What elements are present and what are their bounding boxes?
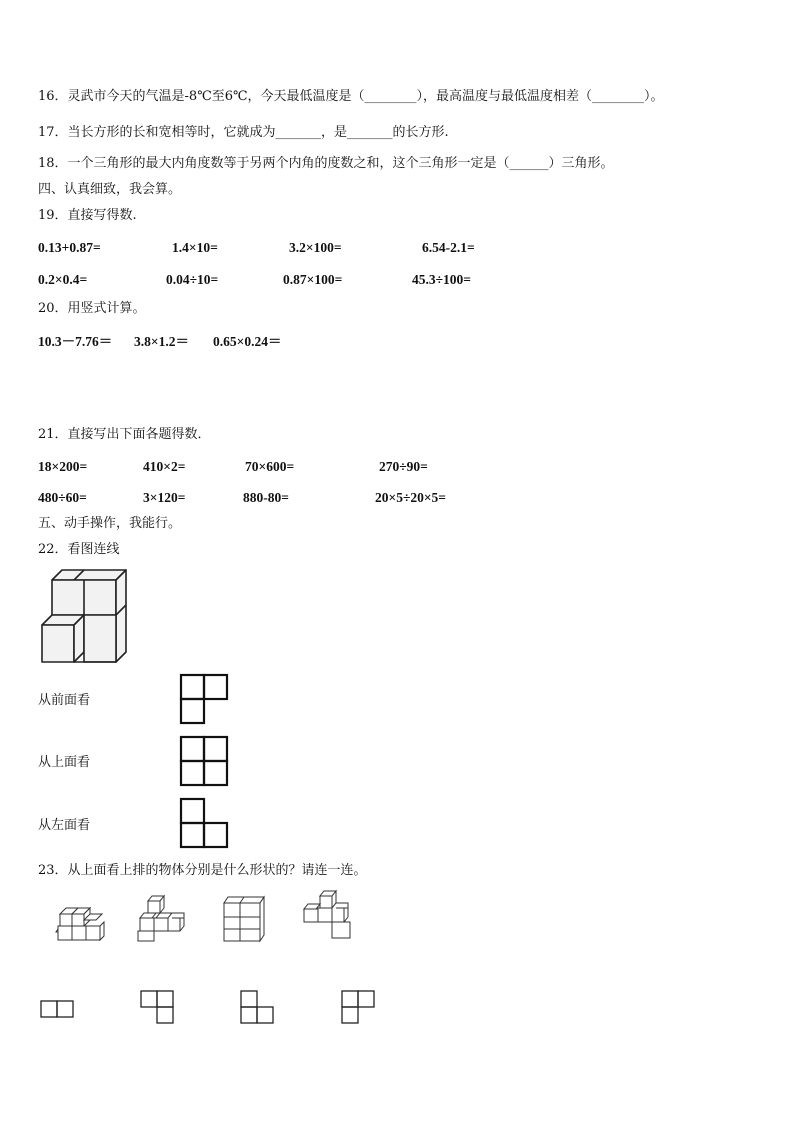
q23-object-3[interactable] — [220, 895, 270, 943]
q19-expr: 45.3÷100= — [412, 272, 471, 287]
q19-expr: 0.13+0.87= — [38, 240, 101, 255]
q20-expr: 3.8×1.2＝ — [134, 334, 189, 349]
q23-object-1[interactable] — [56, 904, 106, 944]
q21-expr: 18×200= — [38, 459, 88, 474]
q19-expr: 3.2×100= — [289, 240, 342, 255]
cube-stack-figure — [36, 566, 136, 666]
view-shape-2[interactable] — [180, 736, 230, 788]
q23-topview-3[interactable] — [240, 990, 276, 1026]
q21-expr: 880-80= — [243, 490, 289, 505]
question-20-title: 20．用竖式计算。 — [38, 301, 146, 316]
question-21-title: 21．直接写出下面各题得数． — [38, 427, 211, 442]
question-16: 16．灵武市今天的气温是-8℃至6℃，今天最低温度是（________），最高温度与最低温度相差（________）。 — [38, 89, 664, 104]
q21-expr: 480÷60= — [38, 490, 87, 505]
view-label-front: 从前面看 — [38, 693, 91, 708]
question-23-title: 23．从上面看上排的物体分别是什么形状的？请连一连。 — [38, 863, 367, 878]
q20-expr: 10.3－7.76＝ — [38, 334, 113, 349]
q21-expr: 270÷90= — [379, 459, 428, 474]
view-label-left: 从左面看 — [38, 818, 91, 833]
view-shape-3[interactable] — [180, 798, 230, 850]
question-18: 18．一个三角形的最大内角度数等于另两个内角的度数之和，这个三角形一定是（______）三角形。 — [38, 156, 614, 171]
q19-expr: 6.54-2.1= — [422, 240, 475, 255]
section-4-heading: 四、认真细致，我会算。 — [38, 182, 182, 197]
question-19-title: 19．直接写得数. — [38, 208, 137, 223]
q21-expr: 3×120= — [143, 490, 186, 505]
q20-expr: 0.65×0.24＝ — [213, 334, 282, 349]
q19-expr: 0.2×0.4= — [38, 272, 88, 287]
q23-object-4[interactable] — [300, 889, 356, 943]
question-17: 17．当长方形的长和宽相等时，它就成为_______，是_______的长方形. — [38, 125, 449, 140]
q21-expr: 20×5÷20×5= — [375, 490, 446, 505]
view-label-top: 从上面看 — [38, 755, 91, 770]
q19-expr: 1.4×10= — [172, 240, 218, 255]
q23-topview-2[interactable] — [140, 990, 176, 1026]
q19-expr: 0.04÷10= — [166, 272, 219, 287]
q23-topview-1[interactable] — [40, 1000, 76, 1020]
q23-object-2[interactable] — [136, 894, 186, 944]
question-22-title: 22．看图连线 — [38, 542, 120, 557]
section-5-heading: 五、动手操作，我能行。 — [38, 516, 182, 531]
q19-expr: 0.87×100= — [283, 272, 343, 287]
q21-expr: 410×2= — [143, 459, 186, 474]
q23-topview-4[interactable] — [341, 990, 377, 1026]
view-shape-1[interactable] — [180, 674, 230, 726]
q21-expr: 70×600= — [245, 459, 295, 474]
